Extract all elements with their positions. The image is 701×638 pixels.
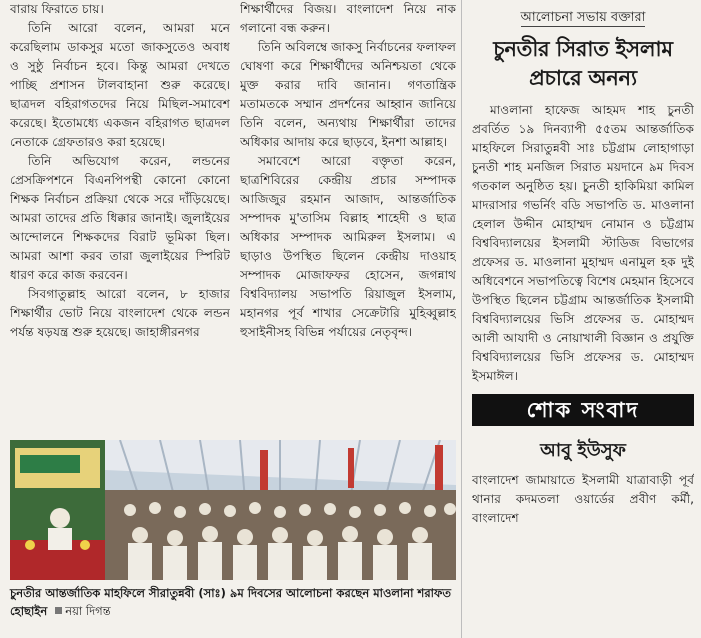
article-paragraph: সমাবেশে আরো বক্তৃতা করেন, ছাত্রশিবিরের কেন্দ্রীয় প্রচার সম্পাদক আজিজুর রহমান আজাদ, আন্তর্জাতিক সম্পাদক মু'তাসিম বিল্লাহ শাহেদী ও ছাত্র অধিকার সম্পাদক আমিরুল ইসলাম। এ ছাড়াও উপস্থিত ছিলেন কেন্দ্রীয় দাওয়াহ সম্পাদক মোজাফফর হোসেন, জগন্নাথ বিশ্ববিদ্যালয় সভাপতি রিয়াজুল ইসলাম, মহানগর পূর্ব শাখার সেক্রেটারি মুহিব্বুল্লাহ হুসাইনীসহ বিভিন্ন পর্যায়ের নেতৃবৃন্দ। bbox=[240, 154, 456, 339]
news-photo bbox=[10, 440, 456, 580]
column-divider bbox=[461, 0, 462, 638]
article-kicker: আলোচনা সভায় বক্তারা bbox=[520, 10, 646, 25]
photo-caption bbox=[10, 584, 456, 620]
photo-credit: নয়া দিগন্ত bbox=[65, 604, 111, 618]
section-title-obituary: শোক সংবাদ bbox=[472, 394, 694, 426]
obituary-name: আবু ইউসুফ bbox=[540, 440, 626, 461]
obituary-body: বাংলাদেশ জামায়াতে ইসলামী যাত্রাবাড়ী পূর্ব থানার কদমতলা ওয়ার্ডের প্রবীণ কর্মী, বাংলাদেশ bbox=[472, 473, 694, 525]
article-paragraph: বারায় ফিরাতে চায়। bbox=[10, 2, 104, 16]
article-column-2 bbox=[240, 0, 456, 432]
article-column-1 bbox=[10, 0, 230, 432]
article-body: মাওলানা হাফেজ আহমদ শাহ চুনতী প্রবর্তিত ১৯ দিনব্যাপী ৫৫তম আন্তর্জাতিক মাহফিলে সিরাতুন্নবী সাঃ চট্টগ্রাম লোহাগাড়া চুনতী শাহ মনজিল সিরাত ময়দানে ৯ম দিবস গতকাল অনুষ্ঠিত হয়। চুনতী হাকিমিয়া কামিল মাদরাসার গভর্নিং বডি সভাপতি ড. মাওলানা হেলাল উদ্দীন মোহাম্মদ নোমান ও চট্টগ্রাম বিশ্ববিদ্যালয়ের ইসলামী স্টাডিজ বিভাগের প্রফেসর ড. মাওলানা মুহাম্মদ এনামুল হক দুই অধিবেশনে সভাপতিত্বে বিশেষ মেহমান হিসেবে উপস্থিত ছিলেন চট্টগ্রাম আন্তর্জাতিক ইসলামী বিশ্ববিদ্যালয়ের ভিসি প্রফেসর ড. মোহাম্মদ আলী আযাদী ও নোয়াখালী বিজ্ঞান ও প্রযুক্তি বিশ্ববিদ্যালয়ের ভিসি প্রফেসর ড. মোহাম্মদ ইসমাঈল। bbox=[472, 103, 694, 383]
article-paragraph: তিনি অভিযোগ করেন, লন্ডনের প্রেসক্রিপশনে বিএনপিপন্থী কোনো কোনো শিক্ষক নির্বাচন প্রক্রিয়া থেকে সরে দাঁড়িয়েছে। আমরা তাদের প্রতি ধিক্কার জানাই। জুলাইয়ের আন্দোলনে শিক্ষকদের বিরাট ভূমিকা ছিল। আমরা আশা করব তারা জুলাইয়ের স্পিরিট ধারণ করে কাজ করবেন। bbox=[10, 154, 230, 282]
article-headline: চুনতীর সিরাত ইসলাম প্রচারে অনন্য bbox=[493, 37, 673, 90]
article-paragraph: শিক্ষার্থীদের বিজয়। বাংলাদেশ নিয়ে নাক গলানো বন্ধ করুন। bbox=[240, 2, 456, 35]
caption-text: চুনতীর আন্তর্জাতিক মাহফিলে সীরাতুন্নবী (সাঃ) ৯ম দিবসের আলোচনা করছেন মাওলানা শরাফত হোছাইন bbox=[10, 586, 452, 618]
article-paragraph: তিনি অবিলম্বে জাকসু নির্বাচনের ফলাফল ঘোষণা করে শিক্ষার্থীদের অনিশ্চয়তা থেকে মুক্ত করার দাবি জানান। গণতান্ত্রিক মতামতকে সম্মান প্রদর্শনের আহ্বান জানিয়ে তিনি বলেন, অন্যথায় শিক্ষার্থীরা তাদের অধিকার আদায় করে ছাড়বে, ইনশা আল্লাহ। bbox=[240, 40, 456, 149]
article-column-3 bbox=[472, 0, 694, 638]
article-paragraph: তিনি আরো বলেন, আমরা মনে করেছিলাম ডাকসুর মতো জাকসুতেও অবাধ ও সুষ্ঠু নির্বাচন হবে। কিন্তু আমরা দেখতে পাচ্ছি প্রশাসন টালবাহানা শুরু করেছে। ছাত্রদল বহিরাগতদের নিয়ে মিছিল-সমাবেশ করেছে। ইতোমধ্যে একজন বহিরাগত ছাত্রদল নেতাকে গ্রেফতারও করা হয়েছে। bbox=[10, 21, 230, 149]
article-paragraph: সিবগাতুল্লাহ আরো বলেন, ৮ হাজার শিক্ষার্থীর ভোট নিয়ে বাংলাদেশ থেকে লন্ডন পর্যন্ত ষড়যন্ত্র শুরু হয়েছে। জাহাঙ্গীরনগর bbox=[10, 287, 230, 339]
square-bullet-icon bbox=[55, 607, 62, 614]
